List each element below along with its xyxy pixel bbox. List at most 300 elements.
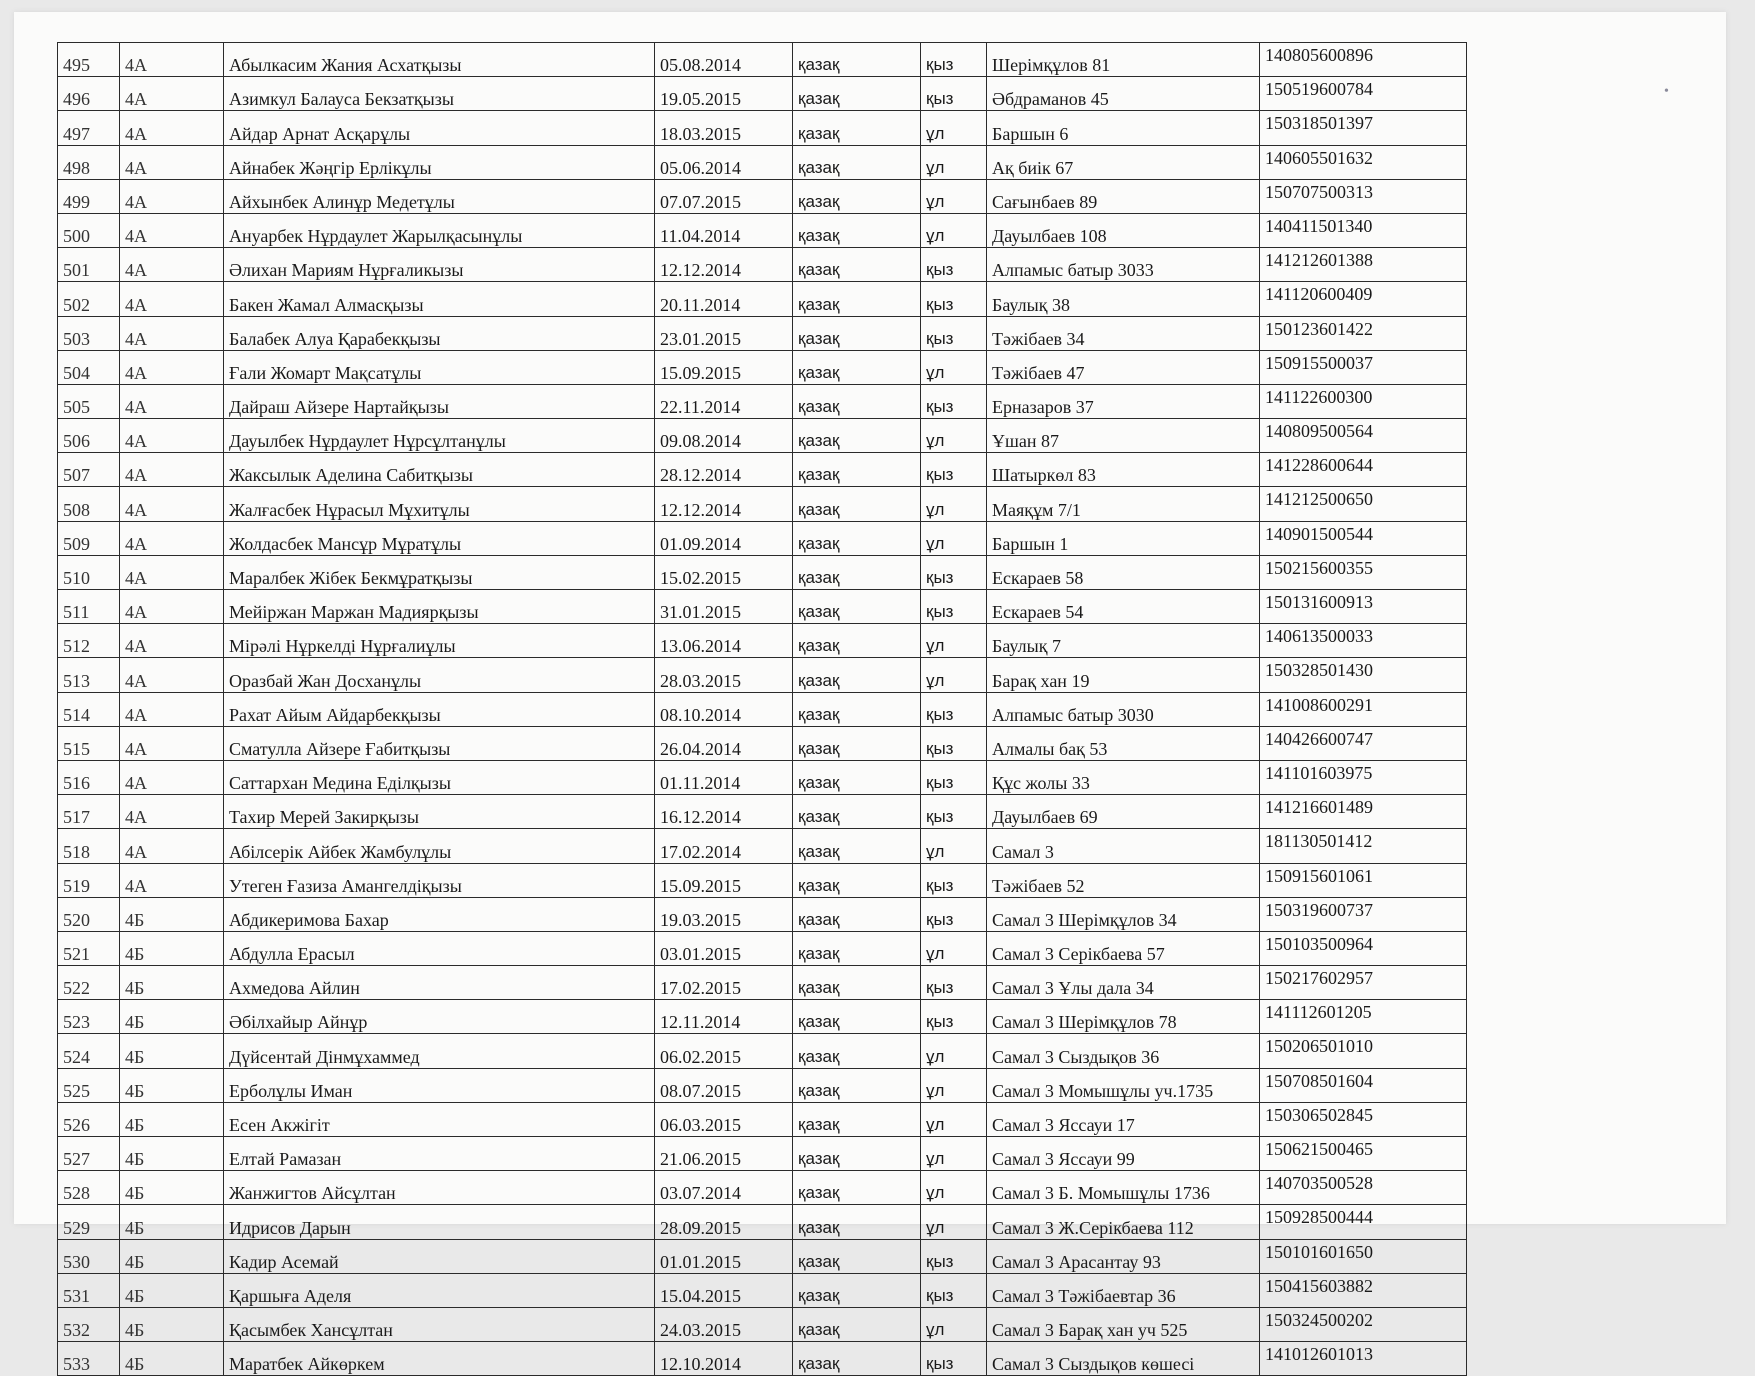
row-number-cell: 502 bbox=[58, 282, 120, 316]
birth-date-cell: 07.07.2015 bbox=[655, 179, 793, 213]
birth-date-cell: 08.07.2015 bbox=[655, 1068, 793, 1102]
row-number-cell: 523 bbox=[58, 1000, 120, 1034]
gender-cell: ұл bbox=[921, 1171, 987, 1205]
row-number-cell: 516 bbox=[58, 760, 120, 794]
class-cell: 4А bbox=[120, 692, 224, 726]
nationality-cell: қазақ bbox=[793, 419, 921, 453]
class-cell: 4Б bbox=[120, 1137, 224, 1171]
table-row bbox=[58, 384, 1467, 418]
address-cell: Самал 3 Б. Момышұлы 1736 bbox=[987, 1171, 1260, 1205]
student-name-cell: Азимкул Балауса Бекзатқызы bbox=[224, 77, 655, 111]
student-name-cell: Жолдасбек Мансұр Мұратұлы bbox=[224, 521, 655, 555]
nationality-cell: қазақ bbox=[793, 487, 921, 521]
nationality-cell: қазақ bbox=[793, 863, 921, 897]
table-row bbox=[58, 1102, 1467, 1136]
iin-cell: 150915500037 bbox=[1260, 350, 1467, 384]
table-row bbox=[58, 1273, 1467, 1307]
class-cell: 4А bbox=[120, 521, 224, 555]
class-cell: 4А bbox=[120, 555, 224, 589]
address-cell: Самал 3 bbox=[987, 829, 1260, 863]
class-cell: 4А bbox=[120, 111, 224, 145]
gender-cell: қыз bbox=[921, 384, 987, 418]
student-name-cell: Қаршыға Аделя bbox=[224, 1273, 655, 1307]
birth-date-cell: 24.03.2015 bbox=[655, 1307, 793, 1341]
table-row bbox=[58, 179, 1467, 213]
nationality-cell: қазақ bbox=[793, 1068, 921, 1102]
student-name-cell: Абдулла Ерасыл bbox=[224, 931, 655, 965]
class-cell: 4А bbox=[120, 453, 224, 487]
iin-cell: 150324500202 bbox=[1260, 1307, 1467, 1341]
address-cell: Ескараев 58 bbox=[987, 555, 1260, 589]
student-name-cell: Жаксылык Аделина Сабитқызы bbox=[224, 453, 655, 487]
table-row bbox=[58, 897, 1467, 931]
student-name-cell: Жалғасбек Нұрасыл Мұхитұлы bbox=[224, 487, 655, 521]
address-cell: Тәжібаев 34 bbox=[987, 316, 1260, 350]
gender-cell: қыз bbox=[921, 1342, 987, 1376]
birth-date-cell: 18.03.2015 bbox=[655, 111, 793, 145]
birth-date-cell: 19.03.2015 bbox=[655, 897, 793, 931]
nationality-cell: қазақ bbox=[793, 1342, 921, 1376]
table-row bbox=[58, 931, 1467, 965]
gender-cell: ұл bbox=[921, 1102, 987, 1136]
birth-date-cell: 05.06.2014 bbox=[655, 145, 793, 179]
nationality-cell: қазақ bbox=[793, 1239, 921, 1273]
gender-cell: ұл bbox=[921, 111, 987, 145]
birth-date-cell: 22.11.2014 bbox=[655, 384, 793, 418]
iin-cell: 150131600913 bbox=[1260, 590, 1467, 624]
class-cell: 4А bbox=[120, 213, 224, 247]
iin-cell: 140613500033 bbox=[1260, 624, 1467, 658]
student-name-cell: Абілсерік Айбек Жамбулұлы bbox=[224, 829, 655, 863]
student-name-cell: Айхынбек Алинұр Медетұлы bbox=[224, 179, 655, 213]
row-number-cell: 527 bbox=[58, 1137, 120, 1171]
class-cell: 4Б bbox=[120, 1239, 224, 1273]
row-number-cell: 522 bbox=[58, 966, 120, 1000]
iin-cell: 140703500528 bbox=[1260, 1171, 1467, 1205]
address-cell: Маяқұм 7/1 bbox=[987, 487, 1260, 521]
table-row bbox=[58, 829, 1467, 863]
row-number-cell: 505 bbox=[58, 384, 120, 418]
row-number-cell: 498 bbox=[58, 145, 120, 179]
scanned-page bbox=[14, 12, 1726, 1375]
address-cell: Тәжібаев 47 bbox=[987, 350, 1260, 384]
nationality-cell: қазақ bbox=[793, 760, 921, 794]
iin-cell: 150306502845 bbox=[1260, 1102, 1467, 1136]
class-cell: 4Б bbox=[120, 1000, 224, 1034]
class-cell: 4А bbox=[120, 419, 224, 453]
gender-cell: қыз bbox=[921, 863, 987, 897]
iin-cell: 140809500564 bbox=[1260, 419, 1467, 453]
birth-date-cell: 17.02.2014 bbox=[655, 829, 793, 863]
nationality-cell: қазақ bbox=[793, 179, 921, 213]
gender-cell: ұл bbox=[921, 829, 987, 863]
nationality-cell: қазақ bbox=[793, 726, 921, 760]
row-number-cell: 519 bbox=[58, 863, 120, 897]
gender-cell: қыз bbox=[921, 897, 987, 931]
class-cell: 4А bbox=[120, 43, 224, 77]
row-number-cell: 499 bbox=[58, 179, 120, 213]
class-cell: 4Б bbox=[120, 1205, 224, 1239]
iin-cell: 150123601422 bbox=[1260, 316, 1467, 350]
row-number-cell: 530 bbox=[58, 1239, 120, 1273]
student-name-cell: Ануарбек Нұрдаулет Жарылқасынұлы bbox=[224, 213, 655, 247]
nationality-cell: қазақ bbox=[793, 555, 921, 589]
gender-cell: қыз bbox=[921, 77, 987, 111]
address-cell: Самал 3 Шерімқұлов 34 bbox=[987, 897, 1260, 931]
gender-cell: қыз bbox=[921, 1273, 987, 1307]
table-row bbox=[58, 453, 1467, 487]
birth-date-cell: 26.04.2014 bbox=[655, 726, 793, 760]
address-cell: Құс жолы 33 bbox=[987, 760, 1260, 794]
iin-cell: 141228600644 bbox=[1260, 453, 1467, 487]
student-name-cell: Есен Акжігіт bbox=[224, 1102, 655, 1136]
address-cell: Баршын 1 bbox=[987, 521, 1260, 555]
iin-cell: 140901500544 bbox=[1260, 521, 1467, 555]
iin-cell: 150621500465 bbox=[1260, 1137, 1467, 1171]
student-name-cell: Кадир Асемай bbox=[224, 1239, 655, 1273]
student-name-cell: Тахир Мерей Закирқызы bbox=[224, 795, 655, 829]
row-number-cell: 503 bbox=[58, 316, 120, 350]
row-number-cell: 517 bbox=[58, 795, 120, 829]
row-number-cell: 514 bbox=[58, 692, 120, 726]
table-row bbox=[58, 1205, 1467, 1239]
nationality-cell: қазақ bbox=[793, 316, 921, 350]
nationality-cell: қазақ bbox=[793, 658, 921, 692]
gender-cell: ұл bbox=[921, 487, 987, 521]
row-number-cell: 525 bbox=[58, 1068, 120, 1102]
nationality-cell: қазақ bbox=[793, 692, 921, 726]
class-cell: 4Б bbox=[120, 1102, 224, 1136]
student-name-cell: Елтай Рамазан bbox=[224, 1137, 655, 1171]
nationality-cell: қазақ bbox=[793, 384, 921, 418]
nationality-cell: қазақ bbox=[793, 1137, 921, 1171]
row-number-cell: 515 bbox=[58, 726, 120, 760]
class-cell: 4А bbox=[120, 795, 224, 829]
student-name-cell: Айнабек Жәңгір Ерлікұлы bbox=[224, 145, 655, 179]
gender-cell: қыз bbox=[921, 795, 987, 829]
gender-cell: ұл bbox=[921, 213, 987, 247]
gender-cell: қыз bbox=[921, 692, 987, 726]
address-cell: Самал 3 Тәжібаевтар 36 bbox=[987, 1273, 1260, 1307]
class-cell: 4Б bbox=[120, 1034, 224, 1068]
birth-date-cell: 21.06.2015 bbox=[655, 1137, 793, 1171]
table-row bbox=[58, 111, 1467, 145]
student-name-cell: Маратбек Айкөркем bbox=[224, 1342, 655, 1376]
address-cell: Баулық 38 bbox=[987, 282, 1260, 316]
row-number-cell: 518 bbox=[58, 829, 120, 863]
birth-date-cell: 16.12.2014 bbox=[655, 795, 793, 829]
row-number-cell: 496 bbox=[58, 77, 120, 111]
gender-cell: ұл bbox=[921, 1068, 987, 1102]
student-name-cell: Идрисов Дарын bbox=[224, 1205, 655, 1239]
iin-cell: 150915601061 bbox=[1260, 863, 1467, 897]
iin-cell: 150928500444 bbox=[1260, 1205, 1467, 1239]
birth-date-cell: 08.10.2014 bbox=[655, 692, 793, 726]
table-row bbox=[58, 624, 1467, 658]
row-number-cell: 509 bbox=[58, 521, 120, 555]
class-cell: 4А bbox=[120, 316, 224, 350]
table-row bbox=[58, 316, 1467, 350]
class-cell: 4А bbox=[120, 384, 224, 418]
address-cell: Самал 3 Яссауи 99 bbox=[987, 1137, 1260, 1171]
gender-cell: ұл bbox=[921, 1137, 987, 1171]
birth-date-cell: 12.12.2014 bbox=[655, 248, 793, 282]
birth-date-cell: 20.11.2014 bbox=[655, 282, 793, 316]
class-cell: 4А bbox=[120, 145, 224, 179]
table-row bbox=[58, 487, 1467, 521]
row-number-cell: 533 bbox=[58, 1342, 120, 1376]
nationality-cell: қазақ bbox=[793, 966, 921, 1000]
gender-cell: ұл bbox=[921, 350, 987, 384]
address-cell: Ұшан 87 bbox=[987, 419, 1260, 453]
student-name-cell: Абдикеримова Бахар bbox=[224, 897, 655, 931]
nationality-cell: қазақ bbox=[793, 931, 921, 965]
student-name-cell: Мірәлі Нұркелді Нұрғалиұлы bbox=[224, 624, 655, 658]
iin-cell: 150318501397 bbox=[1260, 111, 1467, 145]
row-number-cell: 529 bbox=[58, 1205, 120, 1239]
gender-cell: қыз bbox=[921, 726, 987, 760]
iin-cell: 140426600747 bbox=[1260, 726, 1467, 760]
address-cell: Дауылбаев 108 bbox=[987, 213, 1260, 247]
student-name-cell: Айдар Арнат Асқарұлы bbox=[224, 111, 655, 145]
address-cell: Сағынбаев 89 bbox=[987, 179, 1260, 213]
row-number-cell: 521 bbox=[58, 931, 120, 965]
gender-cell: ұл bbox=[921, 1307, 987, 1341]
gender-cell: қыз bbox=[921, 590, 987, 624]
row-number-cell: 524 bbox=[58, 1034, 120, 1068]
iin-cell: 141212500650 bbox=[1260, 487, 1467, 521]
address-cell: Самал 3 Барақ хан уч 525 bbox=[987, 1307, 1260, 1341]
iin-cell: 150103500964 bbox=[1260, 931, 1467, 965]
row-number-cell: 526 bbox=[58, 1102, 120, 1136]
row-number-cell: 501 bbox=[58, 248, 120, 282]
birth-date-cell: 15.09.2015 bbox=[655, 863, 793, 897]
class-cell: 4Б bbox=[120, 1307, 224, 1341]
nationality-cell: қазақ bbox=[793, 248, 921, 282]
nationality-cell: қазақ bbox=[793, 111, 921, 145]
nationality-cell: қазақ bbox=[793, 1102, 921, 1136]
row-number-cell: 495 bbox=[58, 43, 120, 77]
birth-date-cell: 15.09.2015 bbox=[655, 350, 793, 384]
iin-cell: 150101601650 bbox=[1260, 1239, 1467, 1273]
row-number-cell: 520 bbox=[58, 897, 120, 931]
row-number-cell: 531 bbox=[58, 1273, 120, 1307]
gender-cell: қыз bbox=[921, 760, 987, 794]
gender-cell: ұл bbox=[921, 179, 987, 213]
nationality-cell: қазақ bbox=[793, 453, 921, 487]
register-body bbox=[58, 43, 1467, 1376]
address-cell: Самал 3 Ұлы дала 34 bbox=[987, 966, 1260, 1000]
address-cell: Ерназаров 37 bbox=[987, 384, 1260, 418]
row-number-cell: 511 bbox=[58, 590, 120, 624]
class-cell: 4А bbox=[120, 590, 224, 624]
table-row bbox=[58, 1342, 1467, 1376]
address-cell: Самал 3 Ж.Серікбаева 112 bbox=[987, 1205, 1260, 1239]
gender-cell: ұл bbox=[921, 145, 987, 179]
table-row bbox=[58, 1034, 1467, 1068]
student-name-cell: Маралбек Жібек Бекмұратқызы bbox=[224, 555, 655, 589]
birth-date-cell: 11.04.2014 bbox=[655, 213, 793, 247]
student-name-cell: Мейіржан Маржан Мадиярқызы bbox=[224, 590, 655, 624]
nationality-cell: қазақ bbox=[793, 350, 921, 384]
student-name-cell: Оразбай Жан Досханұлы bbox=[224, 658, 655, 692]
table-row bbox=[58, 145, 1467, 179]
class-cell: 4Б bbox=[120, 1273, 224, 1307]
iin-cell: 141212601388 bbox=[1260, 248, 1467, 282]
nationality-cell: қазақ bbox=[793, 1307, 921, 1341]
student-name-cell: Сматулла Айзере Ғабитқызы bbox=[224, 726, 655, 760]
nationality-cell: қазақ bbox=[793, 624, 921, 658]
iin-cell: 150519600784 bbox=[1260, 77, 1467, 111]
iin-cell: 150415603882 bbox=[1260, 1273, 1467, 1307]
table-row bbox=[58, 1307, 1467, 1341]
birth-date-cell: 12.10.2014 bbox=[655, 1342, 793, 1376]
table-row bbox=[58, 282, 1467, 316]
iin-cell: 141112601205 bbox=[1260, 1000, 1467, 1034]
student-name-cell: Дауылбек Нұрдаулет Нұрсұлтанұлы bbox=[224, 419, 655, 453]
iin-cell: 141012601013 bbox=[1260, 1342, 1467, 1376]
student-name-cell: Саттархан Медина Еділқызы bbox=[224, 760, 655, 794]
gender-cell: ұл bbox=[921, 1034, 987, 1068]
table-row bbox=[58, 213, 1467, 247]
student-name-cell: Абылкасим Жания Асхатқызы bbox=[224, 43, 655, 77]
gender-cell: ұл bbox=[921, 419, 987, 453]
gender-cell: қыз bbox=[921, 282, 987, 316]
class-cell: 4А bbox=[120, 829, 224, 863]
student-name-cell: Жанжигтов Айсұлтан bbox=[224, 1171, 655, 1205]
table-row bbox=[58, 692, 1467, 726]
gender-cell: қыз bbox=[921, 1239, 987, 1273]
class-cell: 4А bbox=[120, 282, 224, 316]
address-cell: Тәжібаев 52 bbox=[987, 863, 1260, 897]
row-number-cell: 500 bbox=[58, 213, 120, 247]
nationality-cell: қазақ bbox=[793, 829, 921, 863]
birth-date-cell: 15.04.2015 bbox=[655, 1273, 793, 1307]
address-cell: Баулық 7 bbox=[987, 624, 1260, 658]
address-cell: Самал 3 Серікбаева 57 bbox=[987, 931, 1260, 965]
birth-date-cell: 31.01.2015 bbox=[655, 590, 793, 624]
address-cell: Шатыркөл 83 bbox=[987, 453, 1260, 487]
birth-date-cell: 01.09.2014 bbox=[655, 521, 793, 555]
table-row bbox=[58, 1239, 1467, 1273]
nationality-cell: қазақ bbox=[793, 1171, 921, 1205]
class-cell: 4А bbox=[120, 179, 224, 213]
table-row bbox=[58, 1171, 1467, 1205]
iin-cell: 150215600355 bbox=[1260, 555, 1467, 589]
gender-cell: қыз bbox=[921, 43, 987, 77]
nationality-cell: қазақ bbox=[793, 77, 921, 111]
iin-cell: 141008600291 bbox=[1260, 692, 1467, 726]
birth-date-cell: 03.07.2014 bbox=[655, 1171, 793, 1205]
table-row bbox=[58, 350, 1467, 384]
table-row bbox=[58, 248, 1467, 282]
row-number-cell: 513 bbox=[58, 658, 120, 692]
class-cell: 4А bbox=[120, 77, 224, 111]
address-cell: Самал 3 Яссауи 17 bbox=[987, 1102, 1260, 1136]
iin-cell: 141122600300 bbox=[1260, 384, 1467, 418]
nationality-cell: қазақ bbox=[793, 521, 921, 555]
address-cell: Әбдраманов 45 bbox=[987, 77, 1260, 111]
student-name-cell: Ғали Жомарт Мақсатұлы bbox=[224, 350, 655, 384]
birth-date-cell: 01.01.2015 bbox=[655, 1239, 793, 1273]
birth-date-cell: 01.11.2014 bbox=[655, 760, 793, 794]
row-number-cell: 510 bbox=[58, 555, 120, 589]
nationality-cell: қазақ bbox=[793, 43, 921, 77]
gender-cell: ұл bbox=[921, 521, 987, 555]
iin-cell: 150206501010 bbox=[1260, 1034, 1467, 1068]
birth-date-cell: 17.02.2015 bbox=[655, 966, 793, 1000]
table-row bbox=[58, 863, 1467, 897]
class-cell: 4А bbox=[120, 863, 224, 897]
address-cell: Алпамыс батыр 3030 bbox=[987, 692, 1260, 726]
gender-cell: ұл bbox=[921, 1205, 987, 1239]
birth-date-cell: 28.12.2014 bbox=[655, 453, 793, 487]
student-name-cell: Рахат Айым Айдарбекқызы bbox=[224, 692, 655, 726]
table-row bbox=[58, 795, 1467, 829]
table-row bbox=[58, 555, 1467, 589]
iin-cell: 150328501430 bbox=[1260, 658, 1467, 692]
nationality-cell: қазақ bbox=[793, 795, 921, 829]
gender-cell: қыз bbox=[921, 1000, 987, 1034]
student-name-cell: Дүйсентай Дінмұхаммед bbox=[224, 1034, 655, 1068]
birth-date-cell: 15.02.2015 bbox=[655, 555, 793, 589]
gender-cell: ұл bbox=[921, 658, 987, 692]
student-name-cell: Әлихан Мариям Нұрғаликызы bbox=[224, 248, 655, 282]
row-number-cell: 504 bbox=[58, 350, 120, 384]
gender-cell: қыз bbox=[921, 966, 987, 1000]
gender-cell: қыз bbox=[921, 453, 987, 487]
class-cell: 4А bbox=[120, 726, 224, 760]
address-cell: Баршын 6 bbox=[987, 111, 1260, 145]
address-cell: Самал 3 Арасантау 93 bbox=[987, 1239, 1260, 1273]
row-number-cell: 528 bbox=[58, 1171, 120, 1205]
student-name-cell: Утеген Ғазиза Амангелдіқызы bbox=[224, 863, 655, 897]
table-row bbox=[58, 1068, 1467, 1102]
table-row bbox=[58, 1137, 1467, 1171]
class-cell: 4А bbox=[120, 487, 224, 521]
nationality-cell: қазақ bbox=[793, 213, 921, 247]
class-cell: 4А bbox=[120, 350, 224, 384]
iin-cell: 141120600409 bbox=[1260, 282, 1467, 316]
iin-cell: 150319600737 bbox=[1260, 897, 1467, 931]
student-name-cell: Дайраш Айзере Нартайқызы bbox=[224, 384, 655, 418]
nationality-cell: қазақ bbox=[793, 590, 921, 624]
class-cell: 4Б bbox=[120, 1068, 224, 1102]
student-name-cell: Ахмедова Айлин bbox=[224, 966, 655, 1000]
class-cell: 4А bbox=[120, 248, 224, 282]
nationality-cell: қазақ bbox=[793, 1000, 921, 1034]
student-name-cell: Бакен Жамал Алмасқызы bbox=[224, 282, 655, 316]
table-row bbox=[58, 760, 1467, 794]
birth-date-cell: 09.08.2014 bbox=[655, 419, 793, 453]
gender-cell: ұл bbox=[921, 931, 987, 965]
student-name-cell: Әбілхайыр Айнұр bbox=[224, 1000, 655, 1034]
birth-date-cell: 19.05.2015 bbox=[655, 77, 793, 111]
address-cell: Самал 3 Момышұлы уч.1735 bbox=[987, 1068, 1260, 1102]
birth-date-cell: 28.09.2015 bbox=[655, 1205, 793, 1239]
nationality-cell: қазақ bbox=[793, 1034, 921, 1068]
nationality-cell: қазақ bbox=[793, 897, 921, 931]
iin-cell: 141216601489 bbox=[1260, 795, 1467, 829]
address-cell: Ескараев 54 bbox=[987, 590, 1260, 624]
gender-cell: қыз bbox=[921, 248, 987, 282]
class-cell: 4А bbox=[120, 760, 224, 794]
table-row bbox=[58, 590, 1467, 624]
iin-cell: 150217602957 bbox=[1260, 966, 1467, 1000]
row-number-cell: 497 bbox=[58, 111, 120, 145]
birth-date-cell: 12.11.2014 bbox=[655, 1000, 793, 1034]
row-number-cell: 512 bbox=[58, 624, 120, 658]
